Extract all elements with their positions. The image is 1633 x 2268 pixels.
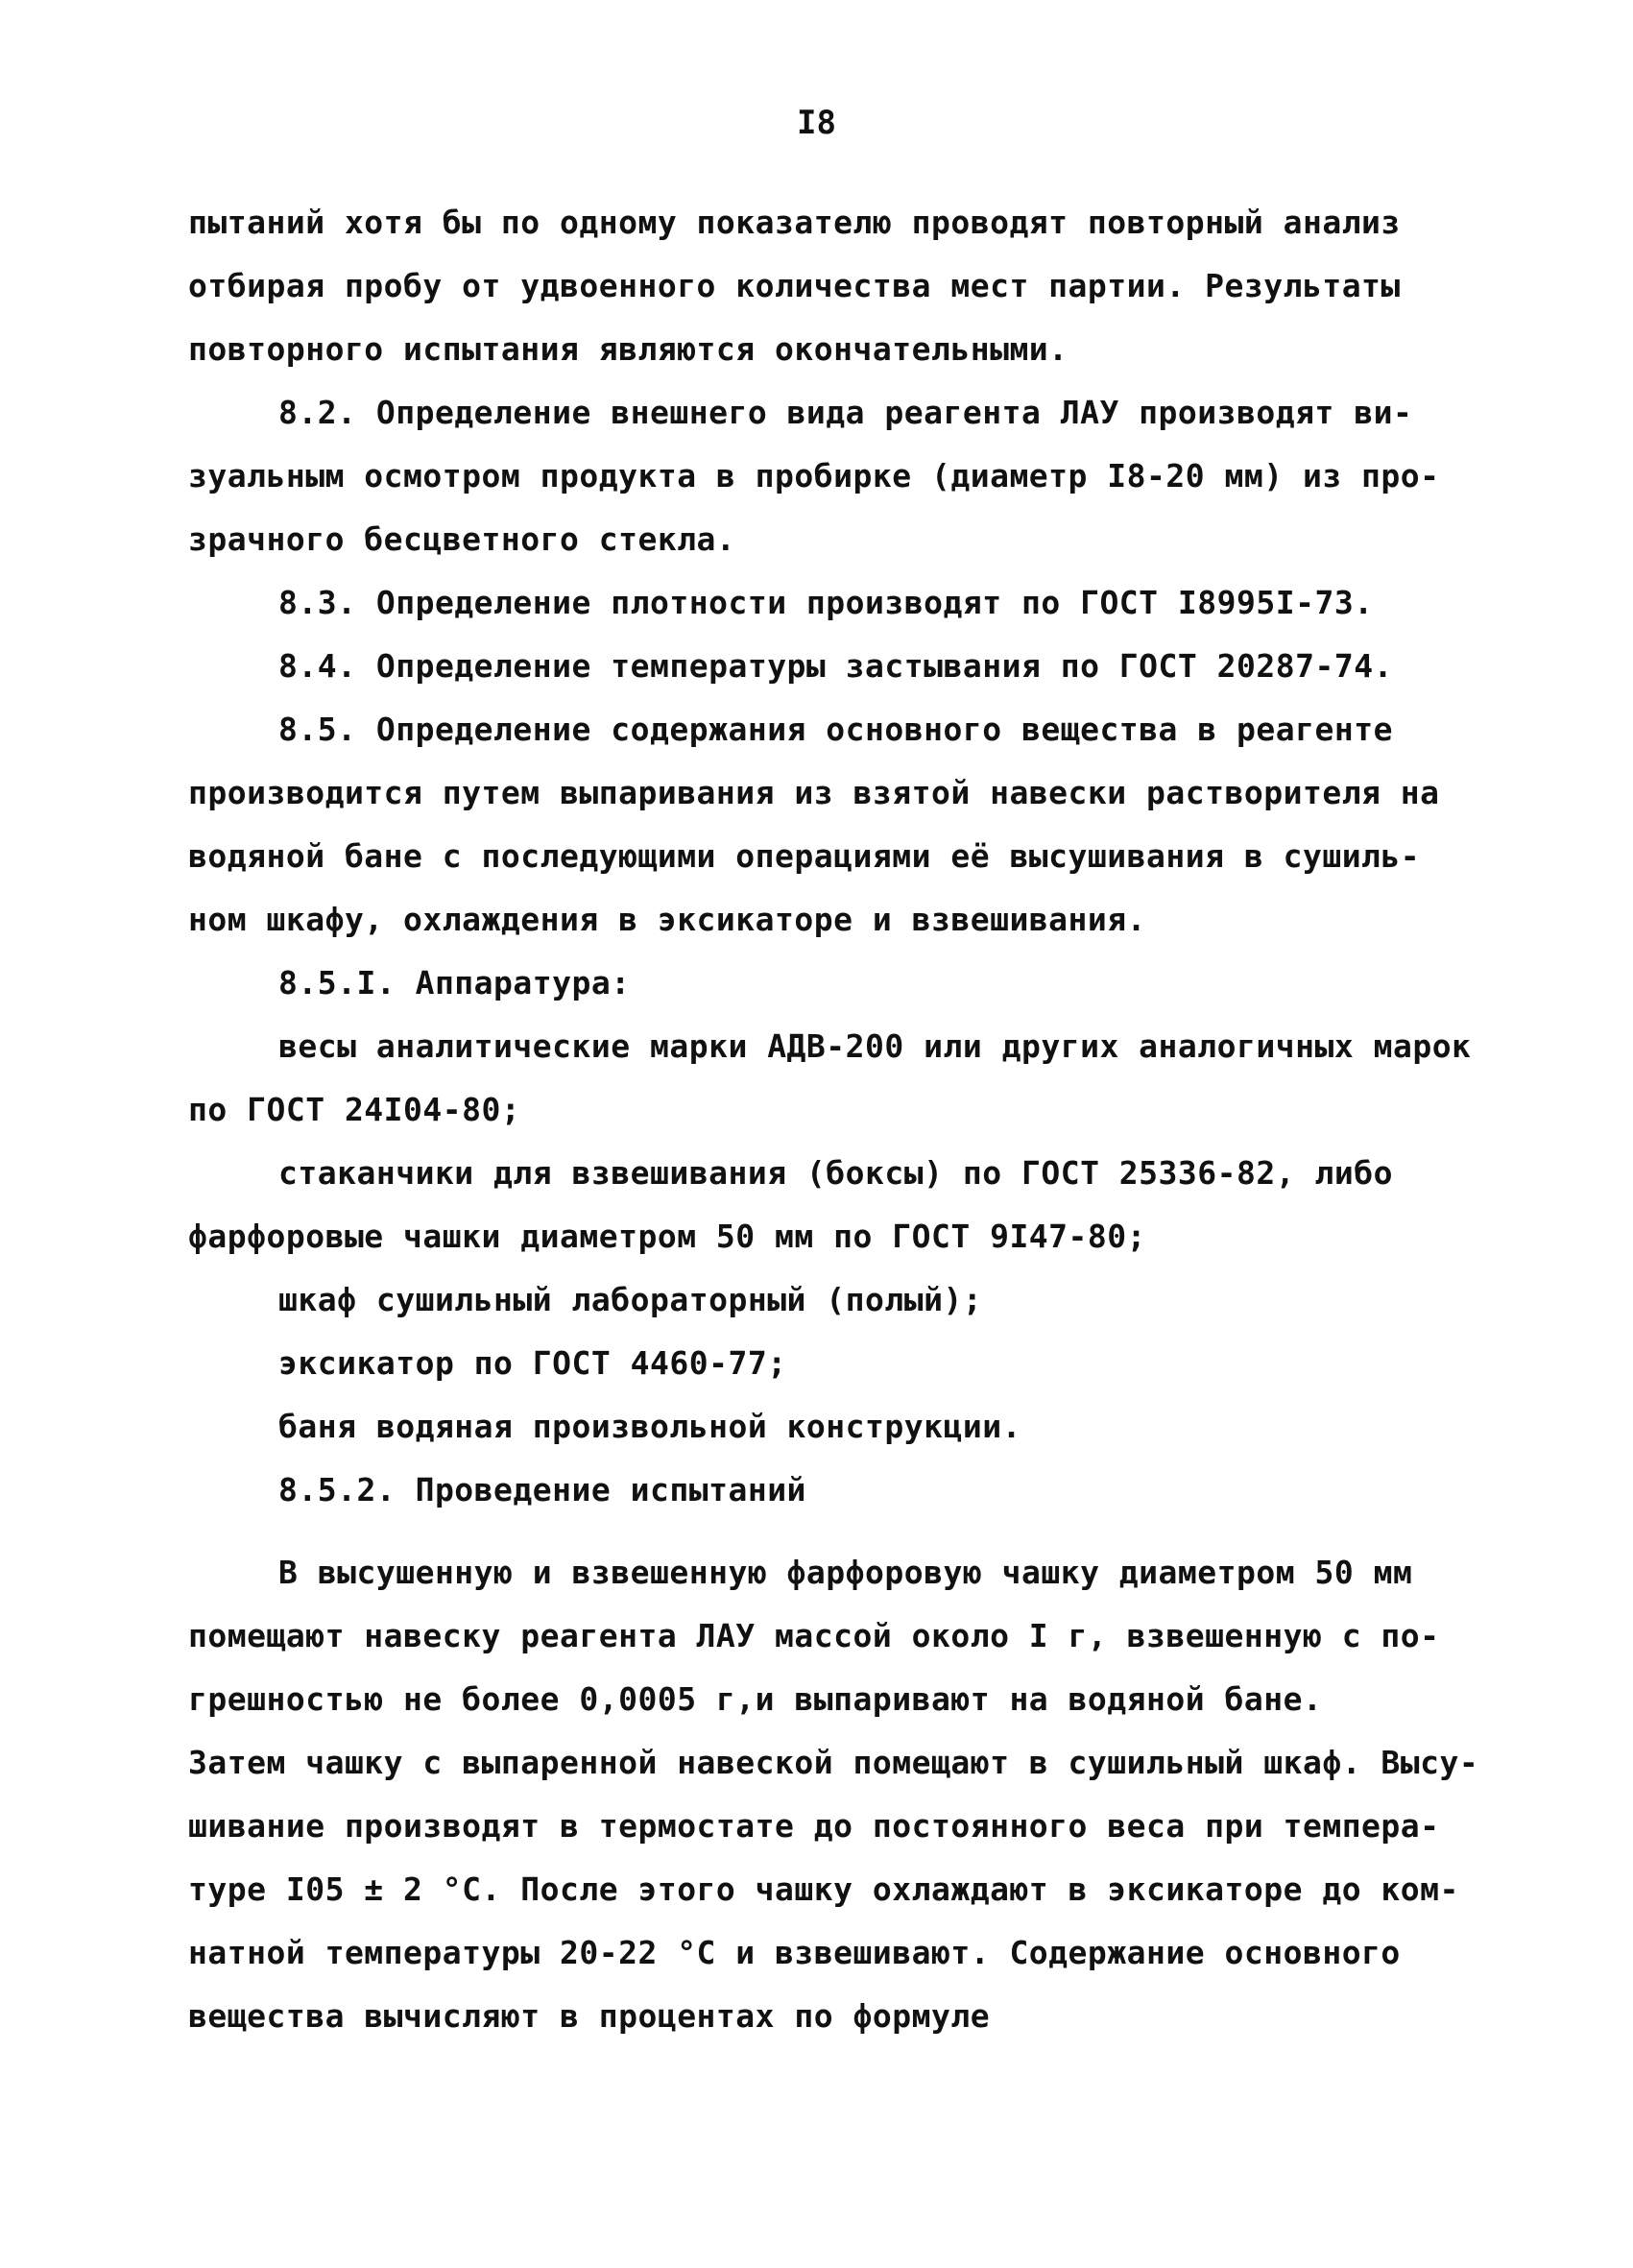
text-line: натной температуры 20-22 °С и взвешивают. Содержание основного <box>188 1934 1401 1971</box>
section-8-3: 8.3. Определение плотности производят по ГОСТ I8995I-73. <box>278 584 1374 621</box>
text-line: по ГОСТ 24I04-80; <box>188 1091 521 1128</box>
section-8-5-2-heading: 8.5.2. Проведение испытаний <box>278 1471 806 1508</box>
equipment-item: стаканчики для взвешивания (боксы) по ГОСТ 25336-82, либо <box>278 1154 1393 1192</box>
text-line: водяной бане с последующими операциями её высушивания в сушиль- <box>188 837 1421 875</box>
text-line: Затем чашку с выпаренной навеской помещают в сушильный шкаф. Высу- <box>188 1744 1479 1781</box>
text-line: вещества вычисляют в процентах по формуле <box>188 1997 991 2035</box>
equipment-item: шкаф сушильный лабораторный (полый); <box>278 1281 983 1318</box>
text-line: производится путем выпаривания из взятой навески растворителя на <box>188 774 1440 811</box>
section-8-4: 8.4. Определение температуры застывания по ГОСТ 20287-74. <box>278 647 1393 685</box>
text-line: зрачного бесцветного стекла. <box>188 520 736 558</box>
procedure-line: В высушенную и взвешенную фарфоровую чашку диаметром 50 мм <box>278 1554 1413 1591</box>
section-8-2-heading: 8.2. Определение внешнего вида реагента ЛАУ производят ви- <box>278 394 1413 431</box>
equipment-item: весы аналитические марки АДВ-200 или других аналогичных марок <box>278 1027 1472 1065</box>
text-line: повторного испытания являются окончательными. <box>188 330 1069 368</box>
section-8-5-heading: 8.5. Определение содержания основного вещества в реагенте <box>278 711 1393 748</box>
text-line: ном шкафу, охлаждения в эксикаторе и взвешивания. <box>188 901 1147 938</box>
text-line: зуальным осмотром продукта в пробирке (диаметр I8-20 мм) из про- <box>188 457 1440 495</box>
page-number: I8 <box>797 104 836 142</box>
equipment-item: эксикатор по ГОСТ 4460-77; <box>278 1344 787 1382</box>
equipment-item: баня водяная произвольной конструкции. <box>278 1408 1021 1445</box>
text-line: помещают навеску реагента ЛАУ массой около I г, взвешенную с по- <box>188 1617 1440 1654</box>
text-line: грешностью не более 0,0005 г,и выпаривают на водяной бане. <box>188 1680 1323 1718</box>
text-line: фарфоровые чашки диаметром 50 мм по ГОСТ 9I47-80; <box>188 1218 1147 1255</box>
text-line: туре I05 ± 2 °С. После этого чашку охлаждают в эксикаторе до ком- <box>188 1870 1459 1908</box>
text-line: отбирая пробу от удвоенного количества мест партии. Результаты <box>188 267 1401 304</box>
text-line: пытаний хотя бы по одному показателю проводят повторный анализ <box>188 204 1401 241</box>
section-8-5-1-heading: 8.5.I. Аппаратура: <box>278 964 631 1001</box>
text-line: шивание производят в термостате до постоянного веса при темпера- <box>188 1807 1440 1845</box>
